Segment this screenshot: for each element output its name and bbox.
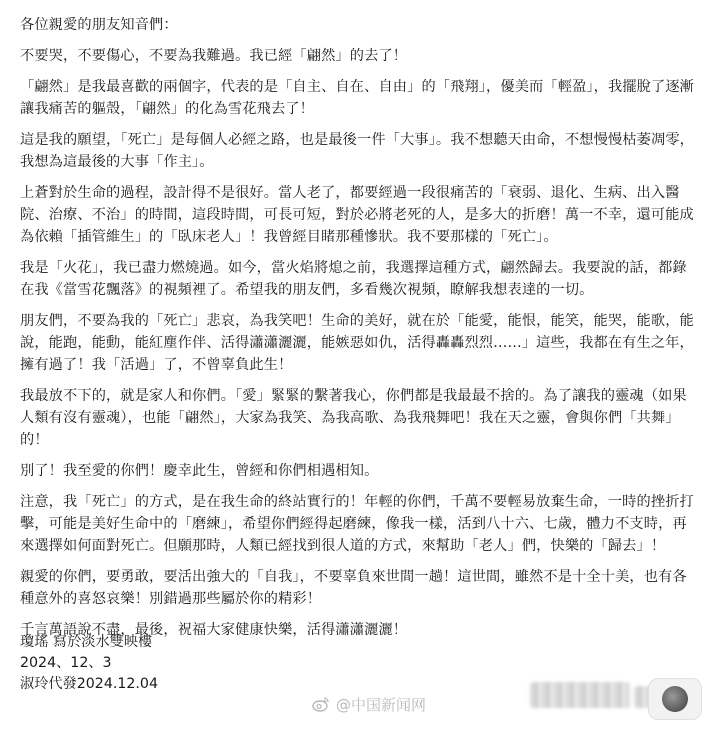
letter-paragraph-6: 朋友們，不要為我的「死亡」悲哀，為我笑吧！生命的美好，就在於「能愛，能恨，能笑，能哭，能歌，能說，能跑，能動，能紅塵作伴、活得瀟瀟灑灑，能嫉惡如仇，活得轟轟烈烈……」這些，我都在有生之年，擁有過了！我「活過」了，不曾辜負此生！ xyxy=(20,313,694,373)
letter-paragraph-4: 上蒼對於生命的過程，設計得不是很好。當人老了，都要經過一段很痛苦的「衰弱、退化、生病、出入醫院、治療、不治」的時間，這段時間，可長可短，對於必將老死的人，是多大的折磨！萬一不幸，還可能成為依賴「插管維生」的「臥床老人」！我曾經目睹那種慘狀。我不要那樣的「死亡」。 xyxy=(20,185,694,245)
signature-block xyxy=(20,632,158,695)
avatar-image xyxy=(662,686,688,712)
letter-paragraph-9: 注意，我「死亡」的方式，是在我生命的終站實行的！年輕的你們，千萬不要輕易放棄生命，一時的挫折打擊，可能是美好生命中的「磨練」，希望你們經得起磨練，像我一樣，活到八十六、七歲，體力不支時，再來選擇如何面對死亡。但願那時，人類已經找到很人道的方式，來幫助「老人」們，快樂的「歸去」！ xyxy=(20,494,694,554)
letter-paragraph-8: 別了！我至愛的你們！慶幸此生，曾經和你們相遇相知。 xyxy=(20,463,379,479)
letter-paragraph-11: 千言萬語說不盡，最後，祝福大家健康快樂，活得瀟瀟灑灑！ xyxy=(20,622,408,638)
blurred-region xyxy=(530,682,630,708)
avatar[interactable] xyxy=(648,678,702,720)
watermark-text: @中国新闻网 xyxy=(336,695,427,714)
letter-paragraph-10: 親愛的你們，要勇敢，要活出強大的「自我」，不要辜負來世間一趟！這世間，雖然不是十全十美，也有各種意外的喜怒哀樂！別錯過那些屬於你的精彩！ xyxy=(20,569,687,607)
letter-paragraph-1: 不要哭，不要傷心，不要為我難過。我已經「翩然」的去了！ xyxy=(20,48,408,64)
letter-paragraph-5: 我是「火花」，我已盡力燃燒過。如今，當火焰將熄之前，我選擇這種方式，翩然歸去。我要說的話，都錄在我《當雪花飄落》的視頻裡了。希望我的朋友們，多看幾次視頻，瞭解我想表達的一切。 xyxy=(20,260,687,298)
signature-author: 瓊瑤 寫於淡水雙映樓 xyxy=(20,634,153,650)
letter-paragraph-2: 「翩然」是我最喜歡的兩個字，代表的是「自主、自在、自由」的「飛翔」，優美而「輕盈」，我擺脫了逐漸讓我痛苦的軀殼，「翩然」的化為雪花飛去了！ xyxy=(20,79,695,117)
watermark xyxy=(312,692,426,716)
signature-posted-by: 淑玲代發2024.12.04 xyxy=(20,676,158,692)
signature-date: 2024、12、3 xyxy=(20,655,112,671)
weibo-icon xyxy=(312,695,330,713)
letter-body xyxy=(20,14,700,650)
letter-paragraph-7: 我最放不下的，就是家人和你們。「愛」緊緊的繫著我心，你們都是我最最不捨的。為了讓我的靈魂（如果人類有沒有靈魂），也能「翩然」，大家為我笑、為我高歌、為我飛舞吧！我在天之靈，會與你們「共舞」的！ xyxy=(20,388,687,448)
letter-greeting: 各位親愛的朋友知音們： xyxy=(20,17,178,33)
letter-paragraph-3: 這是我的願望，「死亡」是每個人必經之路，也是最後一件「大事」。我不想聽天由命，不想慢慢枯萎凋零，我想為這最後的大事「作主」。 xyxy=(20,132,695,170)
